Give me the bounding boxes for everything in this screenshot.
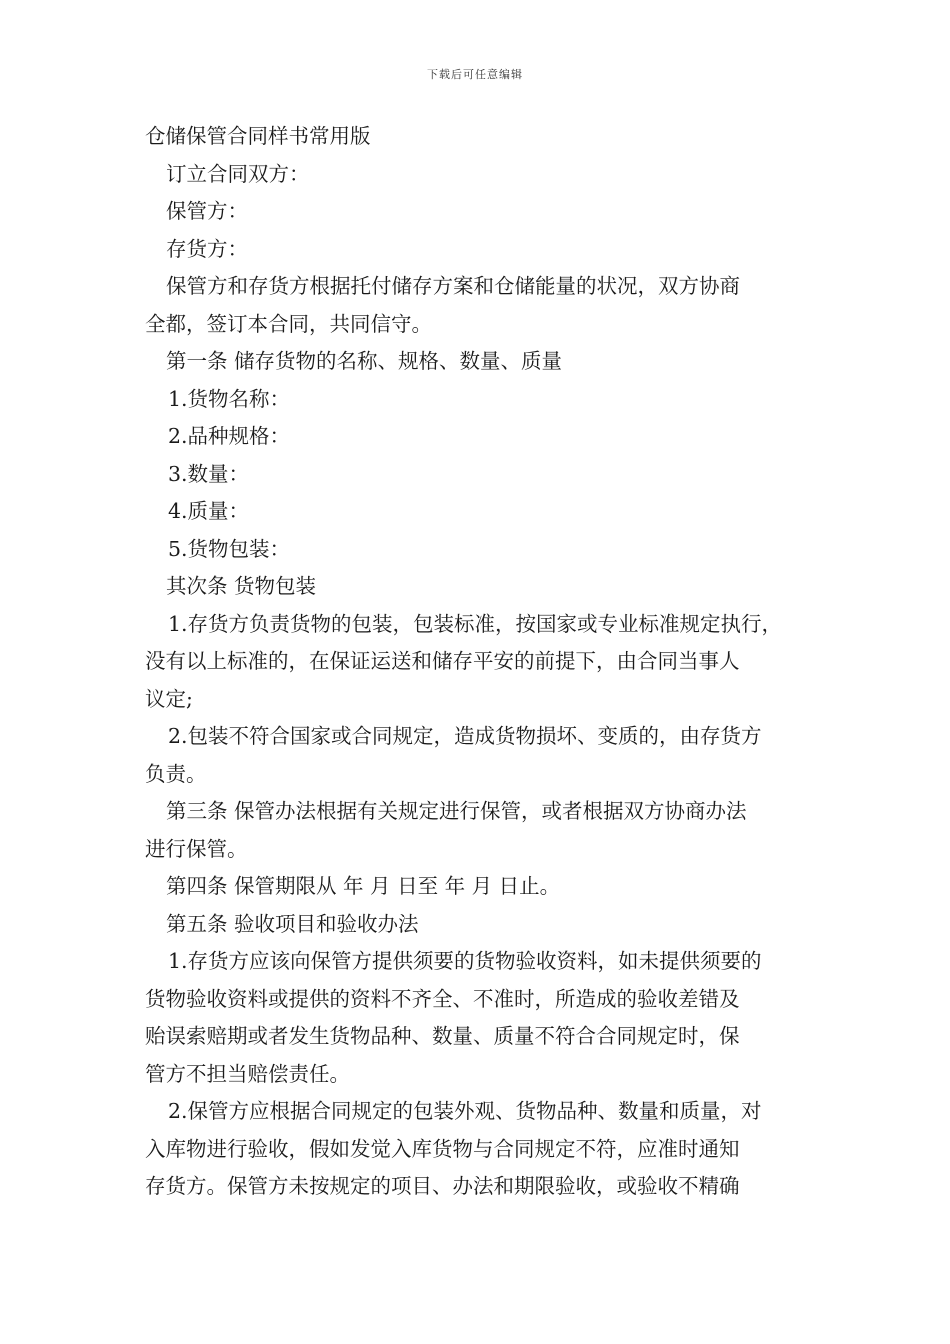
text-line: 没有以上标准的，在保证运送和储存平安的前提下，由合同当事人 (145, 649, 740, 673)
text-line: 入库物进行验收，假如发觉入库货物与合同规定不符，应准时通知 (145, 1136, 740, 1161)
text-line: 2.保管方应根据合同规定的包装外观、货物品种、数量和质量，对 (168, 1099, 762, 1123)
text-line: 货物验收资料或提供的资料不齐全、不准时，所造成的验收差错及 (145, 986, 740, 1011)
document-title: 仓储保管合同样书常用版 (145, 124, 371, 148)
text-line: 其次条 货物包装 (166, 574, 317, 598)
text-line: 订立合同双方： (166, 161, 310, 186)
text-line: 第四条 保管期限从 年 月 日至 年 月 日止。 (166, 874, 561, 898)
text-line: 1.存货方负责货物的包装，包装标准，按国家或专业标准规定执行， (168, 611, 783, 636)
text-line: 第五条 验收项目和验收办法 (166, 911, 419, 936)
text-line: 3.数量： (168, 461, 250, 486)
text-line: 第一条 储存货物的名称、规格、数量、质量 (166, 349, 563, 373)
text-line: 保管方和存货方根据托付储存方案和仓储能量的状况，双方协商 (166, 274, 740, 298)
text-line: 2.品种规格： (168, 424, 291, 448)
text-line: 1.货物名称： (168, 386, 291, 411)
header-note: 下载后可任意编辑 (427, 68, 523, 81)
text-line: 保管方： (166, 199, 248, 223)
text-line: 管方不担当赔偿责任。 (145, 1061, 350, 1086)
text-line: 第三条 保管办法根据有关规定进行保管，或者根据双方协商办法 (166, 799, 747, 823)
paragraph-lines (145, 156, 825, 1206)
text-line: 5.货物包装： (168, 536, 291, 561)
text-line: 进行保管。 (145, 836, 248, 861)
text-line: 负责。 (145, 761, 207, 786)
text-line: 全都，签订本合同，共同信守。 (145, 311, 432, 336)
text-line: 存货方： (166, 236, 248, 261)
text-line: 议定; (145, 686, 193, 711)
text-line: 2.包装不符合国家或合同规定，造成货物损坏、变质的，由存货方 (168, 724, 762, 748)
text-line: 存货方。保管方未按规定的项目、办法和期限验收，或验收不精确 (145, 1174, 740, 1198)
text-line: 4.质量： (168, 499, 250, 523)
document-body (145, 118, 825, 1206)
text-line: 1.存货方应该向保管方提供须要的货物验收资料，如未提供须要的 (168, 949, 762, 973)
text-line: 贻误索赔期或者发生货物品种、数量、质量不符合合同规定时，保 (145, 1024, 740, 1048)
